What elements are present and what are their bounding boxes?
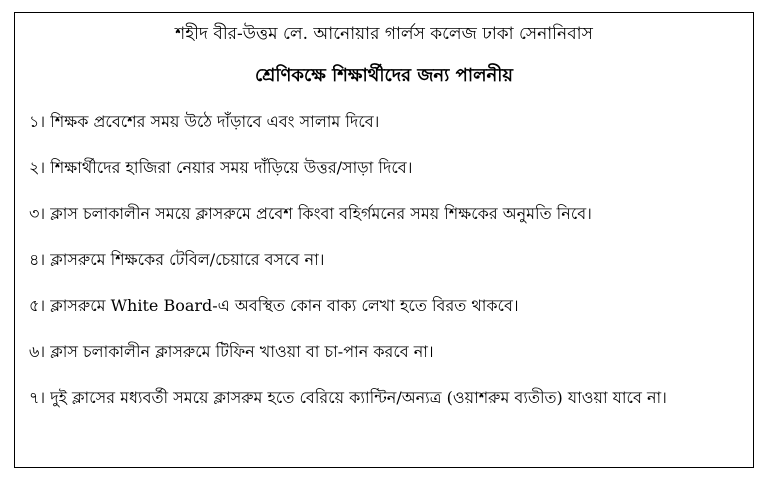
notice-heading: শ্রেণিকক্ষে শিক্ষার্থীদের জন্য পালনীয় (254, 65, 514, 86)
college-name: শহীদ বীর-উত্তম লে. আনোয়ার গার্লস কলেজ ঢাকা সেনানিবাস (175, 24, 593, 44)
rule-1: ১। শিক্ষক প্রবেশের সময় উঠে দাঁড়াবে এবং সালাম দিবে। (29, 112, 380, 131)
rule-2: ২। শিক্ষার্থীদের হাজিরা নেয়ার সময় দাঁড়িয়ে উত্তর/সাড়া দিবে। (29, 158, 413, 177)
rule-7: ৭। দুই ক্লাসের মধ্যবর্তী সময়ে ক্লাসরুম হতে বেরিয়ে ক্যান্টিন/অন্যত্র (ওয়াশরুম ব্যতীত) যাওয়া যাবে না। (29, 388, 667, 407)
rule-3: ৩। ক্লাস চলাকালীন সময়ে ক্লাসরুমে প্রবেশ কিংবা বহির্গমনের সময় শিক্ষকের অনুমতি নিবে। (29, 204, 592, 223)
rules-list (29, 111, 743, 433)
rule-5: ৫। ক্লাসরুমে White Board-এ অবস্থিত কোন বাক্য লেখা হতে বিরত থাকবে। (29, 296, 519, 315)
rule-4: ৪। ক্লাসরুমে শিক্ষকের টেবিল/চেয়ারে বসবে না। (29, 250, 325, 269)
rule-6: ৬। ক্লাস চলাকালীন ক্লাসরুমে টিফিন খাওয়া বা চা-পান করবে না। (29, 342, 434, 361)
notice-frame (14, 12, 754, 468)
